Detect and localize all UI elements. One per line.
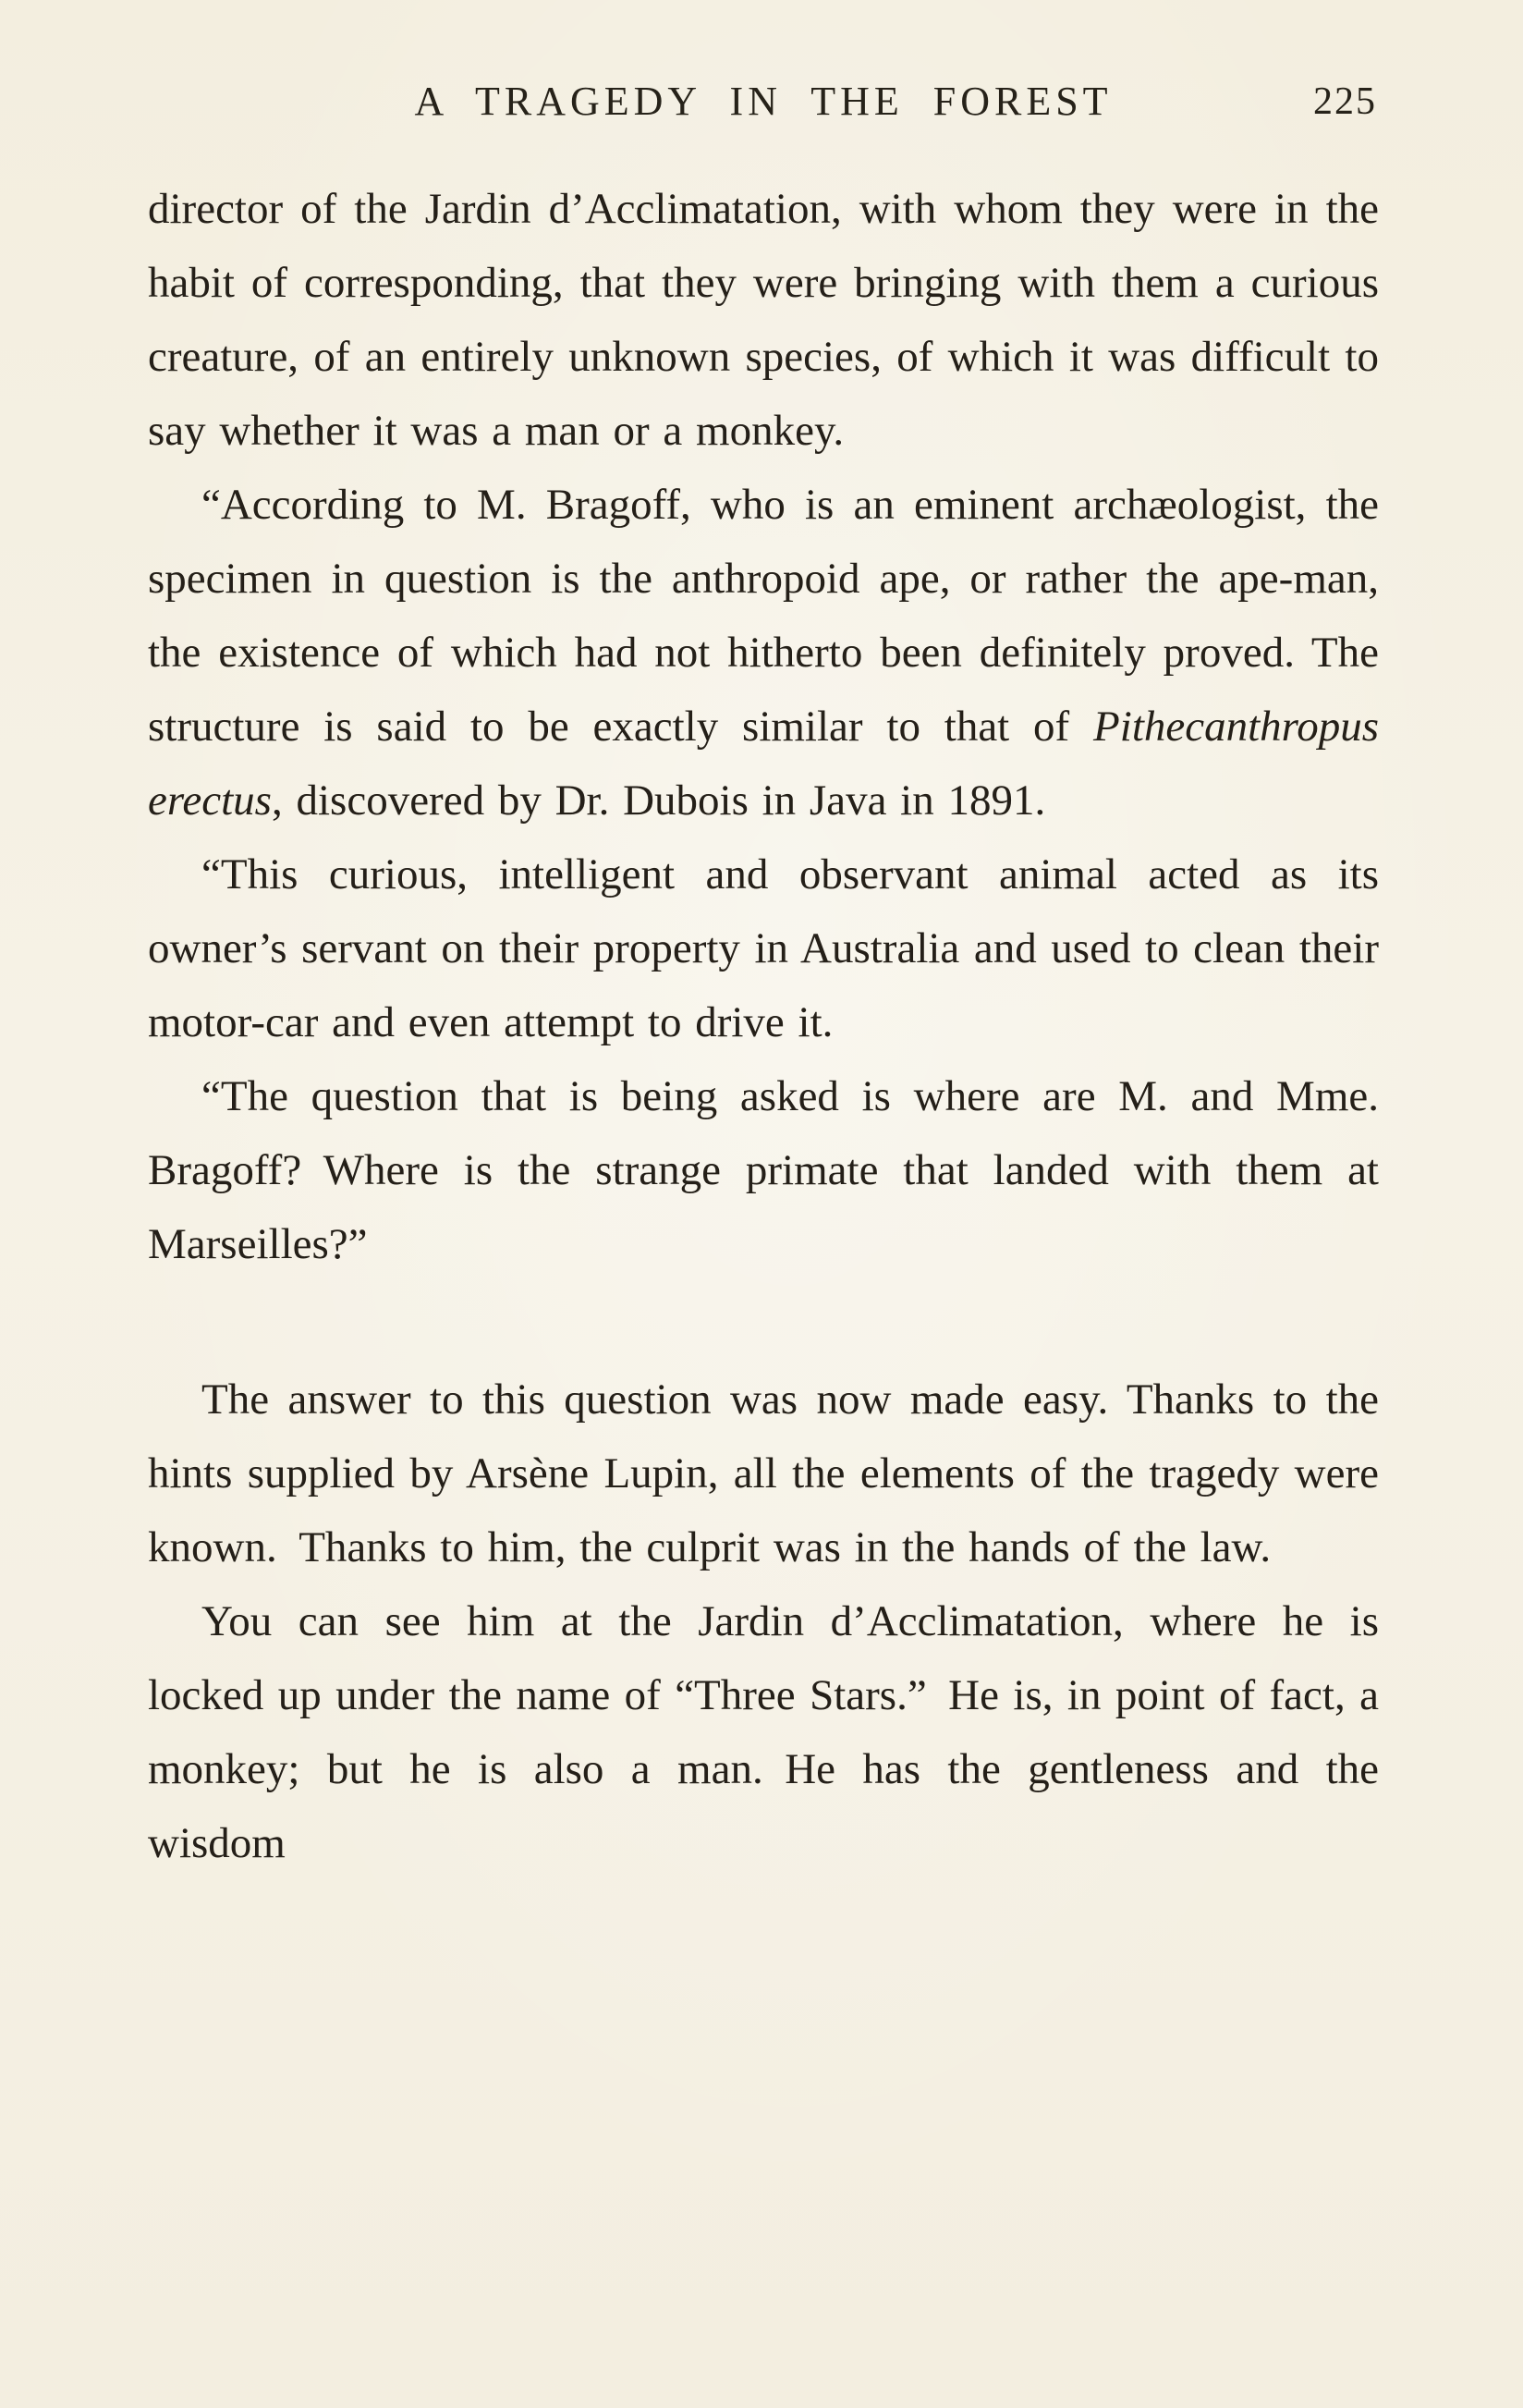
body-text xyxy=(148,172,1379,1880)
paragraph-jardin: You can see him at the Jardin d’Acclimatation, where he is locked up under the name of “Three Stars.” He is, in point of fact, a monkey; but he is also a man. He has the gentleness and the wisdom xyxy=(148,1597,1379,1867)
text-column xyxy=(148,78,1379,1880)
paragraph-quote-bragoff xyxy=(148,468,1379,837)
running-title: A TRAGEDY IN THE FOREST xyxy=(414,79,1113,124)
paragraph-quote-animal: “This curious, intelligent and observant animal acted as its owner’s servant on their property in Australia and used to clean their motor-car and even attempt to drive it. xyxy=(148,850,1379,1046)
paragraph-text: , discovered by Dr. Dubois in Java in 1891. xyxy=(271,776,1046,825)
page-header xyxy=(148,78,1379,137)
species-name-italic: Pithecanthropus erectus xyxy=(148,703,1379,825)
paragraph-continuation: director of the Jardin d’Acclimatation, with whom they were in the habit of corresponding, that they were bringing with them a curious creature, of an entirely unknown species, of which it was difficult to say whether it was a man or a monkey. xyxy=(148,185,1379,455)
paragraph-quote-question: “The question that is being asked is where are M. and Mme. Bragoff? Where is the strange primate that landed with them at Marseilles?” xyxy=(148,1072,1379,1268)
paragraph-answer: The answer to this question was now made easy. Thanks to the hints supplied by Arsène Lupin, all the elements of the tragedy were known. Thanks to him, the culprit was in the hands of the law. xyxy=(148,1375,1379,1571)
paragraph-text: “According to M. Bragoff, who is an eminent archæologist, the specimen in question is the anthropoid ape, or rather the ape-man, the existence of which had not hitherto been definitely proved. The structure is said to be exactly similar to that of xyxy=(148,481,1379,751)
page-number: 225 xyxy=(1313,80,1377,123)
